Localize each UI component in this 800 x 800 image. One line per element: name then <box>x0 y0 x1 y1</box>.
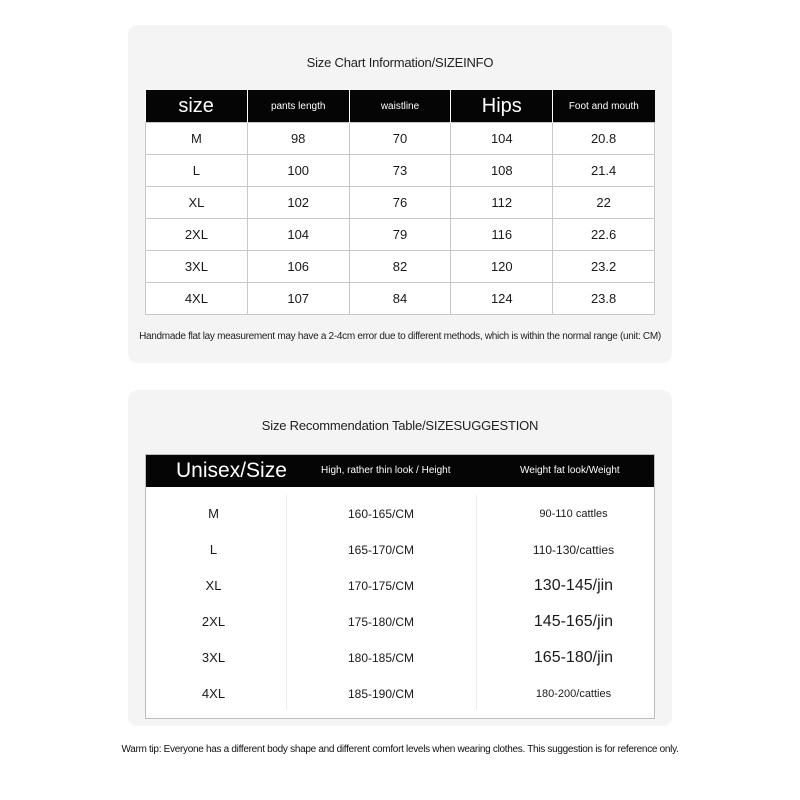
cell-hips: 112 <box>451 187 553 219</box>
header-pants-length: pants length <box>247 90 349 123</box>
cell-hips: 108 <box>451 155 553 187</box>
cell-pants-length: 102 <box>247 187 349 219</box>
cell-pants-length: 100 <box>247 155 349 187</box>
size-recommendation-panel <box>128 390 672 726</box>
cell-size: L <box>146 155 248 187</box>
table-row <box>146 283 655 315</box>
cell-size: 3XL <box>146 251 248 283</box>
cell-foot-and-mouth: 23.8 <box>553 283 655 315</box>
cell-hips: 124 <box>451 283 553 315</box>
table-row <box>146 604 654 640</box>
cell-hips: 120 <box>451 251 553 283</box>
cell-waistline: 84 <box>349 283 451 315</box>
table-row <box>146 568 654 604</box>
cell-size: 2XL <box>146 219 248 251</box>
cell-waistline: 82 <box>349 251 451 283</box>
cell-weight: 145-165/jin <box>533 613 614 630</box>
size-info-title: Size Chart Information/SIZEINFO <box>306 55 494 70</box>
header-height: High, rather thin look / Height <box>321 465 451 476</box>
cell-pants-length: 98 <box>247 123 349 155</box>
cell-height: 170-175/CM <box>347 579 415 593</box>
size-recommendation-title: Size Recommendation Table/SIZESUGGESTION <box>261 418 539 433</box>
cell-hips: 116 <box>451 219 553 251</box>
table-row <box>146 640 654 676</box>
cell-height: 160-165/CM <box>347 507 415 521</box>
cell-size: 4XL <box>201 686 226 701</box>
cell-size: 4XL <box>146 283 248 315</box>
cell-height: 180-185/CM <box>347 651 415 665</box>
cell-pants-length: 106 <box>247 251 349 283</box>
header-unisex-size: Unisex/Size <box>176 459 287 482</box>
table-row <box>146 251 655 283</box>
table-row <box>146 496 654 532</box>
cell-foot-and-mouth: 22 <box>553 187 655 219</box>
cell-size: XL <box>146 187 248 219</box>
header-size: size <box>146 90 248 123</box>
cell-foot-and-mouth: 21.4 <box>553 155 655 187</box>
cell-weight: 130-145/jin <box>533 577 614 594</box>
cell-waistline: 79 <box>349 219 451 251</box>
cell-size: 2XL <box>201 614 226 629</box>
recommendation-header-row <box>146 455 654 487</box>
cell-waistline: 70 <box>349 123 451 155</box>
cell-waistline: 76 <box>349 187 451 219</box>
cell-waistline: 73 <box>349 155 451 187</box>
size-info-header-row <box>146 90 655 123</box>
cell-pants-length: 107 <box>247 283 349 315</box>
header-weight: Weight fat look/Weight <box>520 465 620 476</box>
cell-size: L <box>209 542 218 557</box>
warm-tip: Warm tip: Everyone has a different body shape and different comfort levels when wearing clothes. This suggestion is for reference only. <box>121 744 679 755</box>
table-row <box>146 532 654 568</box>
cell-size: 3XL <box>201 650 226 665</box>
table-row <box>146 155 655 187</box>
header-hips: Hips <box>451 90 553 123</box>
cell-size: M <box>146 123 248 155</box>
cell-height: 185-190/CM <box>347 687 415 701</box>
cell-foot-and-mouth: 22.6 <box>553 219 655 251</box>
size-info-table <box>145 90 655 315</box>
cell-size: M <box>208 506 219 521</box>
size-recommendation-table <box>145 454 655 719</box>
cell-foot-and-mouth: 20.8 <box>553 123 655 155</box>
table-row <box>146 187 655 219</box>
cell-weight: 180-200/catties <box>535 688 612 700</box>
cell-weight: 165-180/jin <box>533 649 614 666</box>
table-row <box>146 123 655 155</box>
measurement-note: Handmade flat lay measurement may have a 2-4cm error due to different methods, which is within the normal range (unit: CM) <box>139 331 661 342</box>
cell-size: XL <box>205 578 222 593</box>
cell-height: 165-170/CM <box>347 543 415 557</box>
cell-weight: 110-130/catties <box>532 543 615 557</box>
cell-hips: 104 <box>451 123 553 155</box>
table-row <box>146 676 654 712</box>
header-foot-and-mouth: Foot and mouth <box>553 90 655 123</box>
size-info-panel <box>128 25 672 363</box>
header-waistline: waistline <box>349 90 451 123</box>
table-row <box>146 219 655 251</box>
cell-pants-length: 104 <box>247 219 349 251</box>
cell-weight: 90-110 cattles <box>539 508 608 520</box>
cell-height: 175-180/CM <box>347 615 415 629</box>
cell-foot-and-mouth: 23.2 <box>553 251 655 283</box>
